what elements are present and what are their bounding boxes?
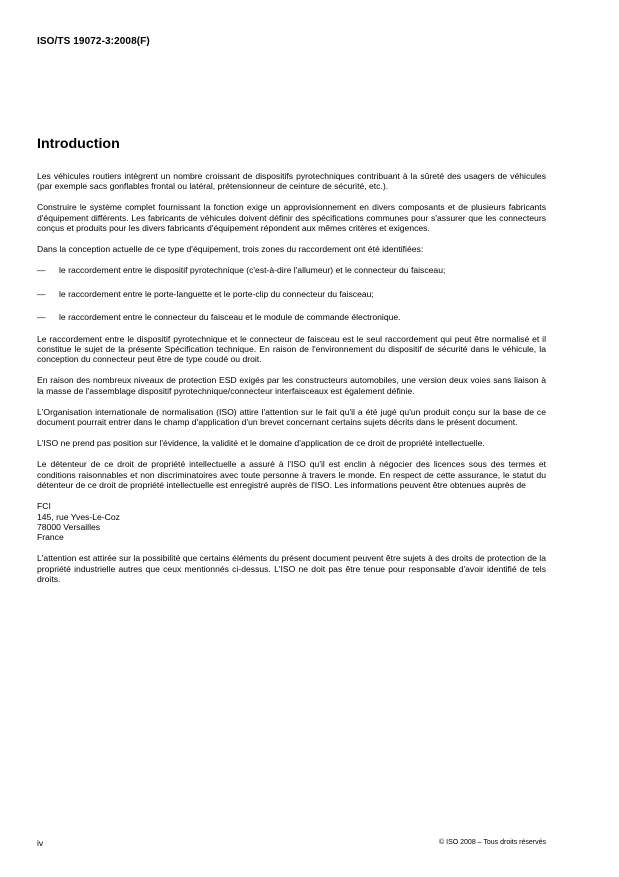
paragraph-system: Construire le système complet fournissant la fonction exige un approvisionnement en divers composants et de plusieurs fabricants d'équipement différents. Les fabricants de véhicules doivent définir des spécifications communes pour s'assurer que les connecteurs conçus et produits pour les divers fabricants d'équipement répondent aux mêmes critères et exigences. (37, 202, 546, 234)
address-line: France (37, 532, 64, 543)
address-line: FCI (37, 501, 51, 512)
document-body (37, 171, 546, 595)
list-item-text: le raccordement entre le dispositif pyrotechnique (c'est-à-dire l'allumeur) et le connecteur du faisceau; (59, 265, 446, 276)
list-item-text: le raccordement entre le porte-languette et le porte-clip du connecteur du faisceau; (59, 288, 374, 299)
address-line: 145, rue Yves-Le-Coz (37, 511, 120, 522)
paragraph-patent-notice: L'Organisation internationale de normalisation (ISO) attire l'attention sur le fait qu'il a été jugé qu'un produit conçu sur la base de ce document pourrait entrer dans le champ d'application d'un brevet concernant certains sujets décrits dans le présent document. (37, 406, 546, 428)
address-block (37, 501, 546, 543)
page-number: iv (37, 838, 44, 848)
list-item (37, 289, 546, 299)
copyright-notice: © ISO 2008 – Tous droits réservés (439, 839, 546, 846)
address-line: 78000 Versailles (37, 521, 101, 532)
section-title: Introduction (37, 136, 120, 152)
list-dash: — (37, 312, 46, 323)
paragraph-other-rights: L'attention est attirée sur la possibilité que certains éléments du présent document peuvent être sujets à des droits de protection de la propriété industrielle autres que ceux mentionnés ci-dessus. L'ISO ne doit pas être tenue pour responsable d'avoir identifié de tels droits. (37, 553, 546, 585)
paragraph-iso-position: L'ISO ne prend pas position sur l'évidence, la validité et le domaine d'application de ce droit de propriété intellectuelle. (37, 438, 485, 449)
document-id-header: ISO/TS 19072-3:2008(F) (37, 36, 150, 47)
paragraph-esd: En raison des nombreux niveaux de protection ESD exigés par les constructeurs automobiles, une version deux voies sans liaison à la masse de l'assemblage dispositif pyrotechnique/connecteur interfaisceaux est également définie. (37, 375, 546, 396)
list-dash: — (37, 288, 46, 299)
paragraph-intro: Les véhicules routiers intègrent un nombre croissant de dispositifs pyrotechniques contribuant à la sûreté des usagers de véhicules (par exemple sacs gonflables frontal ou latéral, prétensionneur de ceinture de sécurité, etc.). (37, 171, 546, 192)
list-item (37, 312, 546, 322)
paragraph-connection: Le raccordement entre le dispositif pyrotechnique et le connecteur de faisceau est le seul raccordement qui peut être normalisé et il constitue le sujet de la présente Spécification technique. En raison de l'environnement du dispositif de sécurité dans le véhicule, la conception du connecteur peut être de type coudé ou droit. (37, 333, 546, 365)
list-item (37, 265, 546, 275)
list-dash: — (37, 265, 46, 276)
paragraph-zones: Dans la conception actuelle de ce type d'équipement, trois zones du raccordement ont été identifiées: (37, 244, 424, 255)
paragraph-holder-assurance: Le détenteur de ce droit de propriété intellectuelle a assuré à l'ISO qu'il est enclin à négocier des licences sous des termes et conditions raisonnables et non discriminatoires avec toute personne à travers le monde. En respect de cette assurance, le statut du détenteur de ce droit de propriété intellectuelle est enregistré auprès de l'ISO. Les informations peuvent être obtenues auprès de (37, 459, 546, 491)
list-item-text: le raccordement entre le connecteur du faisceau et le module de commande électronique. (59, 312, 401, 323)
